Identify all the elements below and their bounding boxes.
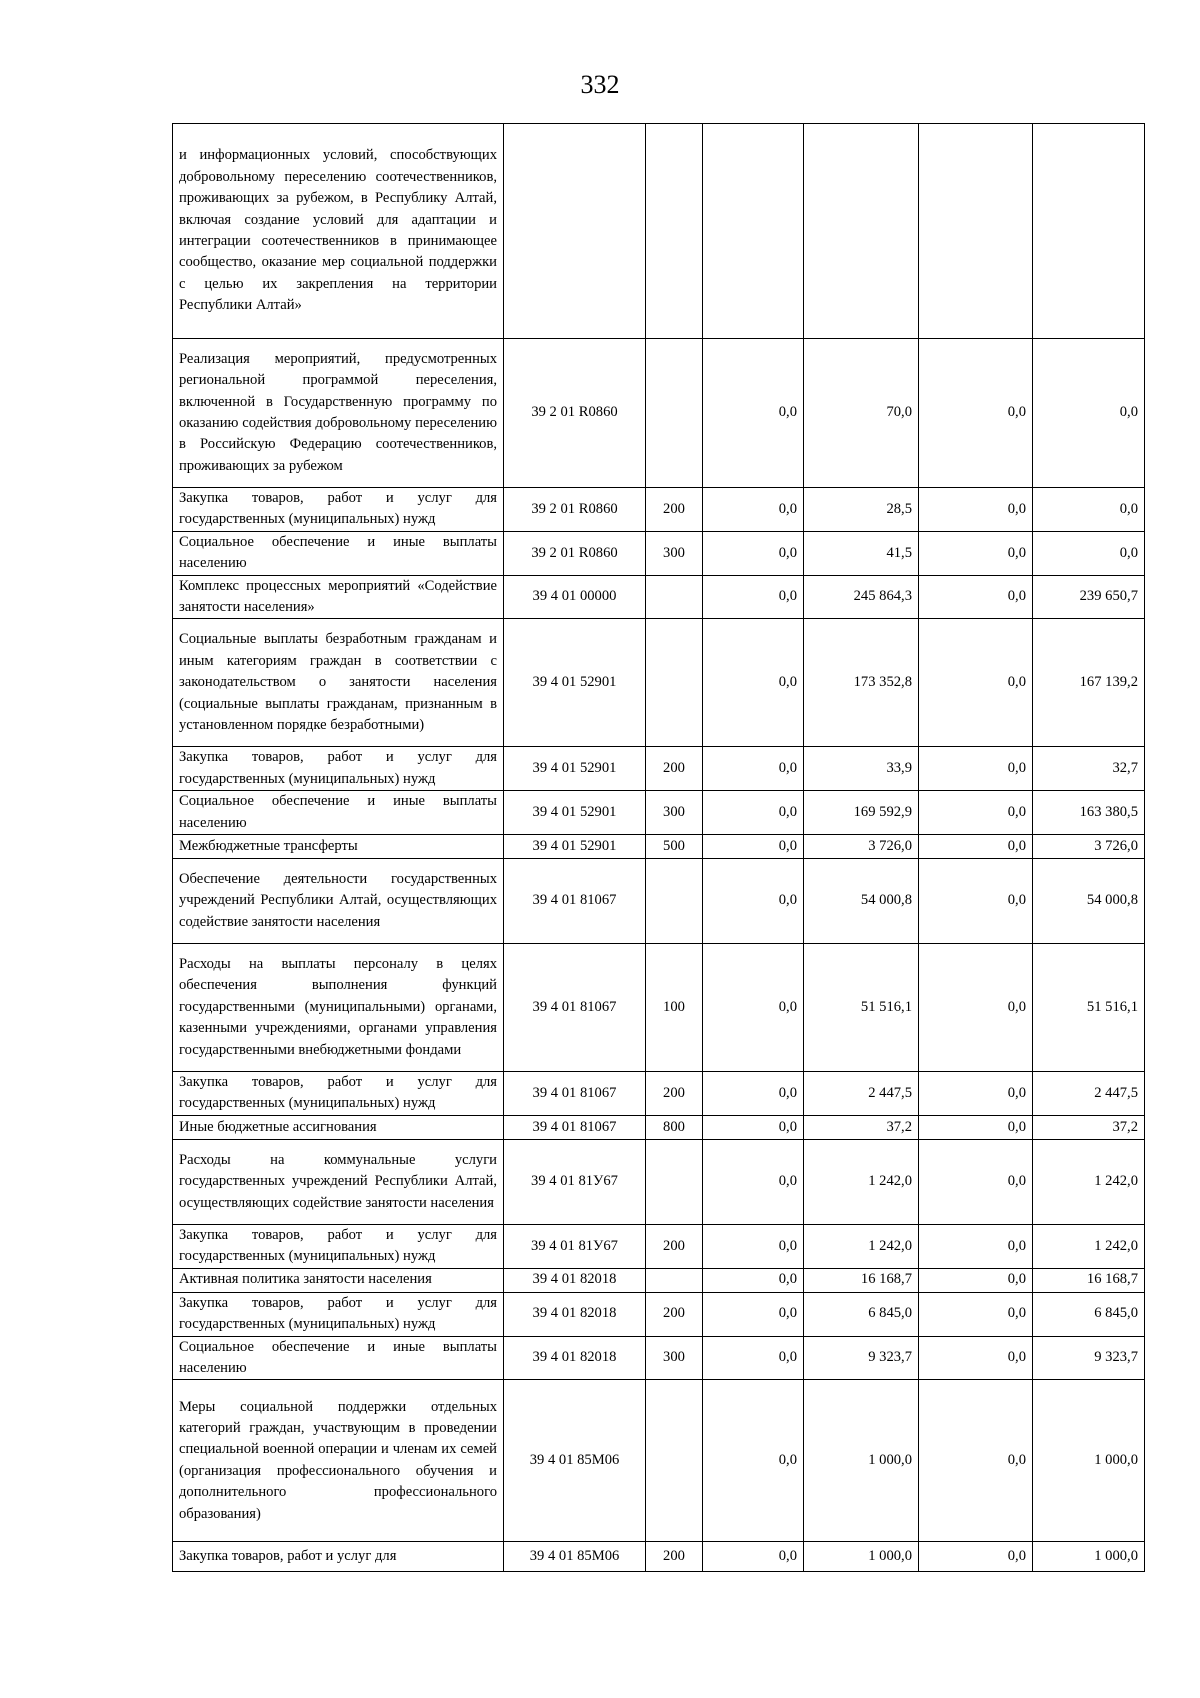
amount-cell-4: 54 000,8 (1033, 859, 1145, 944)
page-number: 332 (580, 70, 620, 99)
amount-cell-4: 1 000,0 (1033, 1380, 1145, 1542)
expense-type-cell (646, 575, 703, 619)
table-row (173, 339, 1145, 488)
amount-cell-1: 0,0 (703, 1268, 804, 1292)
amount-cell-3: 0,0 (919, 575, 1033, 619)
amount-cell-2: 41,5 (804, 531, 919, 575)
table-row (173, 1542, 1145, 1572)
amount-cell-1: 0,0 (703, 1115, 804, 1139)
expense-type-cell: 200 (646, 747, 703, 791)
amount-cell-4 (1033, 124, 1145, 339)
table-row (173, 747, 1145, 791)
amount-cell-3: 0,0 (919, 859, 1033, 944)
amount-cell-2: 1 242,0 (804, 1224, 919, 1268)
amount-cell-3: 0,0 (919, 339, 1033, 488)
row-name-cell: Закупка товаров, работ и услуг для государственных (муниципальных) нужд (173, 1072, 504, 1116)
amount-cell-4: 9 323,7 (1033, 1336, 1145, 1380)
target-code-cell: 39 4 01 52901 (504, 791, 646, 835)
amount-cell-1: 0,0 (703, 1336, 804, 1380)
target-code-cell (504, 124, 646, 339)
table-row (173, 1072, 1145, 1116)
row-name-cell: Социальное обеспечение и иные выплаты населению (173, 1336, 504, 1380)
expense-type-cell: 300 (646, 531, 703, 575)
amount-cell-1: 0,0 (703, 488, 804, 532)
amount-cell-1 (703, 124, 804, 339)
amount-cell-2: 16 168,7 (804, 1268, 919, 1292)
expense-type-cell: 200 (646, 1292, 703, 1336)
amount-cell-3: 0,0 (919, 1380, 1033, 1542)
table-row (173, 1292, 1145, 1336)
table-row (173, 575, 1145, 619)
expense-type-cell (646, 1380, 703, 1542)
target-code-cell: 39 4 01 81067 (504, 1115, 646, 1139)
amount-cell-2: 1 000,0 (804, 1380, 919, 1542)
amount-cell-3: 0,0 (919, 835, 1033, 859)
row-name-cell: и информационных условий, способствующих добровольному переселению соотечественников, проживающих за рубежом, в Республику Алтай, включая создание условий для адаптации и интеграции соотечественников в принимающее сообщество, оказание мер социальной поддержки с целью их закрепления на территории Республики Алтай» (173, 124, 504, 339)
amount-cell-3: 0,0 (919, 1139, 1033, 1224)
amount-cell-3: 0,0 (919, 1072, 1033, 1116)
target-code-cell: 39 4 01 52901 (504, 747, 646, 791)
table-row (173, 791, 1145, 835)
table-row (173, 859, 1145, 944)
expense-type-cell: 200 (646, 1072, 703, 1116)
amount-cell-1: 0,0 (703, 747, 804, 791)
amount-cell-3: 0,0 (919, 619, 1033, 747)
amount-cell-1: 0,0 (703, 1072, 804, 1116)
amount-cell-2: 2 447,5 (804, 1072, 919, 1116)
amount-cell-1: 0,0 (703, 619, 804, 747)
expense-type-cell (646, 339, 703, 488)
target-code-cell: 39 4 01 81067 (504, 859, 646, 944)
amount-cell-1: 0,0 (703, 1224, 804, 1268)
row-name-cell: Реализация мероприятий, предусмотренных региональной программой переселения, включенной в Государственную программу по оказанию содействия добровольному переселению в Российскую Федерацию соотечественников, проживающих за рубежом (173, 339, 504, 488)
target-code-cell: 39 2 01 R0860 (504, 488, 646, 532)
target-code-cell: 39 2 01 R0860 (504, 531, 646, 575)
expense-type-cell (646, 124, 703, 339)
amount-cell-2: 9 323,7 (804, 1336, 919, 1380)
row-name-cell: Социальное обеспечение и иные выплаты населению (173, 791, 504, 835)
amount-cell-4: 1 242,0 (1033, 1224, 1145, 1268)
amount-cell-4: 6 845,0 (1033, 1292, 1145, 1336)
amount-cell-2: 3 726,0 (804, 835, 919, 859)
amount-cell-4: 0,0 (1033, 488, 1145, 532)
expense-type-cell (646, 859, 703, 944)
table-row (173, 488, 1145, 532)
row-name-cell: Активная политика занятости населения (173, 1268, 504, 1292)
target-code-cell: 39 4 01 52901 (504, 619, 646, 747)
expense-type-cell: 300 (646, 1336, 703, 1380)
amount-cell-3: 0,0 (919, 1336, 1033, 1380)
target-code-cell: 39 2 01 R0860 (504, 339, 646, 488)
target-code-cell: 39 4 01 82018 (504, 1336, 646, 1380)
amount-cell-3: 0,0 (919, 1268, 1033, 1292)
row-name-cell: Закупка товаров, работ и услуг для государственных (муниципальных) нужд (173, 1224, 504, 1268)
amount-cell-3 (919, 124, 1033, 339)
amount-cell-2: 54 000,8 (804, 859, 919, 944)
amount-cell-1: 0,0 (703, 339, 804, 488)
row-name-cell: Иные бюджетные ассигнования (173, 1115, 504, 1139)
expense-type-cell: 800 (646, 1115, 703, 1139)
row-name-cell: Закупка товаров, работ и услуг для государственных (муниципальных) нужд (173, 747, 504, 791)
amount-cell-1: 0,0 (703, 1139, 804, 1224)
expense-type-cell: 200 (646, 1542, 703, 1572)
table-row (173, 1115, 1145, 1139)
table-row (173, 1336, 1145, 1380)
row-name-cell: Закупка товаров, работ и услуг для государственных (муниципальных) нужд (173, 488, 504, 532)
amount-cell-2: 37,2 (804, 1115, 919, 1139)
budget-table (172, 123, 1145, 1572)
expense-type-cell (646, 1139, 703, 1224)
table-row (173, 1224, 1145, 1268)
target-code-cell: 39 4 01 81У67 (504, 1224, 646, 1268)
amount-cell-1: 0,0 (703, 1292, 804, 1336)
amount-cell-3: 0,0 (919, 1292, 1033, 1336)
row-name-cell: Закупка товаров, работ и услуг для государственных (муниципальных) нужд (173, 1292, 504, 1336)
amount-cell-2: 70,0 (804, 339, 919, 488)
amount-cell-1: 0,0 (703, 575, 804, 619)
amount-cell-4: 163 380,5 (1033, 791, 1145, 835)
table-row (173, 619, 1145, 747)
table-row (173, 1380, 1145, 1542)
amount-cell-1: 0,0 (703, 791, 804, 835)
amount-cell-1: 0,0 (703, 944, 804, 1072)
target-code-cell: 39 4 01 82018 (504, 1292, 646, 1336)
amount-cell-2 (804, 124, 919, 339)
amount-cell-3: 0,0 (919, 1115, 1033, 1139)
target-code-cell: 39 4 01 85М06 (504, 1380, 646, 1542)
target-code-cell: 39 4 01 85М06 (504, 1542, 646, 1572)
amount-cell-4: 2 447,5 (1033, 1072, 1145, 1116)
table-body (173, 124, 1145, 1572)
table-row (173, 835, 1145, 859)
amount-cell-4: 1 242,0 (1033, 1139, 1145, 1224)
amount-cell-3: 0,0 (919, 531, 1033, 575)
amount-cell-2: 6 845,0 (804, 1292, 919, 1336)
amount-cell-1: 0,0 (703, 1380, 804, 1542)
row-name-cell: Меры социальной поддержки отдельных категорий граждан, участвующим в проведении специальной военной операции и членам их семей (организация профессионального обучения и дополнительного профессионального образования) (173, 1380, 504, 1542)
row-name-cell: Расходы на выплаты персоналу в целях обеспечения выполнения функций государственными (муниципальными) органами, казенными учреждениями, органами управления государственными внебюджетными фондами (173, 944, 504, 1072)
row-name-cell: Социальные выплаты безработным гражданам и иным категориям граждан в соответствии с законодательством о занятости населения (социальные выплаты гражданам, признанным в установленном порядке безработными) (173, 619, 504, 747)
amount-cell-2: 51 516,1 (804, 944, 919, 1072)
row-name-cell: Комплекс процессных мероприятий «Содействие занятости населения» (173, 575, 504, 619)
amount-cell-4: 51 516,1 (1033, 944, 1145, 1072)
amount-cell-2: 173 352,8 (804, 619, 919, 747)
amount-cell-4: 167 139,2 (1033, 619, 1145, 747)
target-code-cell: 39 4 01 82018 (504, 1268, 646, 1292)
amount-cell-3: 0,0 (919, 791, 1033, 835)
table-row (173, 1139, 1145, 1224)
expense-type-cell (646, 1268, 703, 1292)
amount-cell-1: 0,0 (703, 1542, 804, 1572)
target-code-cell: 39 4 01 81У67 (504, 1139, 646, 1224)
amount-cell-3: 0,0 (919, 747, 1033, 791)
amount-cell-4: 37,2 (1033, 1115, 1145, 1139)
amount-cell-1: 0,0 (703, 859, 804, 944)
amount-cell-2: 33,9 (804, 747, 919, 791)
table-row (173, 1268, 1145, 1292)
amount-cell-1: 0,0 (703, 835, 804, 859)
amount-cell-4: 0,0 (1033, 339, 1145, 488)
expense-type-cell: 500 (646, 835, 703, 859)
amount-cell-4: 0,0 (1033, 531, 1145, 575)
table-row (173, 944, 1145, 1072)
amount-cell-4: 1 000,0 (1033, 1542, 1145, 1572)
expense-type-cell: 100 (646, 944, 703, 1072)
target-code-cell: 39 4 01 00000 (504, 575, 646, 619)
amount-cell-4: 3 726,0 (1033, 835, 1145, 859)
amount-cell-1: 0,0 (703, 531, 804, 575)
amount-cell-2: 245 864,3 (804, 575, 919, 619)
row-name-cell: Межбюджетные трансферты (173, 835, 504, 859)
row-name-cell: Расходы на коммунальные услуги государственных учреждений Республики Алтай, осуществляющих содействие занятости населения (173, 1139, 504, 1224)
target-code-cell: 39 4 01 81067 (504, 1072, 646, 1116)
amount-cell-3: 0,0 (919, 944, 1033, 1072)
amount-cell-3: 0,0 (919, 488, 1033, 532)
target-code-cell: 39 4 01 81067 (504, 944, 646, 1072)
amount-cell-4: 16 168,7 (1033, 1268, 1145, 1292)
amount-cell-2: 1 242,0 (804, 1139, 919, 1224)
amount-cell-2: 28,5 (804, 488, 919, 532)
row-name-cell: Закупка товаров, работ и услуг для (173, 1542, 504, 1572)
row-name-cell: Социальное обеспечение и иные выплаты населению (173, 531, 504, 575)
amount-cell-4: 239 650,7 (1033, 575, 1145, 619)
expense-type-cell: 200 (646, 488, 703, 532)
table-row (173, 124, 1145, 339)
expense-type-cell: 200 (646, 1224, 703, 1268)
amount-cell-2: 1 000,0 (804, 1542, 919, 1572)
amount-cell-4: 32,7 (1033, 747, 1145, 791)
amount-cell-3: 0,0 (919, 1224, 1033, 1268)
expense-type-cell (646, 619, 703, 747)
amount-cell-2: 169 592,9 (804, 791, 919, 835)
amount-cell-3: 0,0 (919, 1542, 1033, 1572)
expense-type-cell: 300 (646, 791, 703, 835)
row-name-cell: Обеспечение деятельности государственных учреждений Республики Алтай, осуществляющих содействие занятости населения (173, 859, 504, 944)
target-code-cell: 39 4 01 52901 (504, 835, 646, 859)
table-row (173, 531, 1145, 575)
